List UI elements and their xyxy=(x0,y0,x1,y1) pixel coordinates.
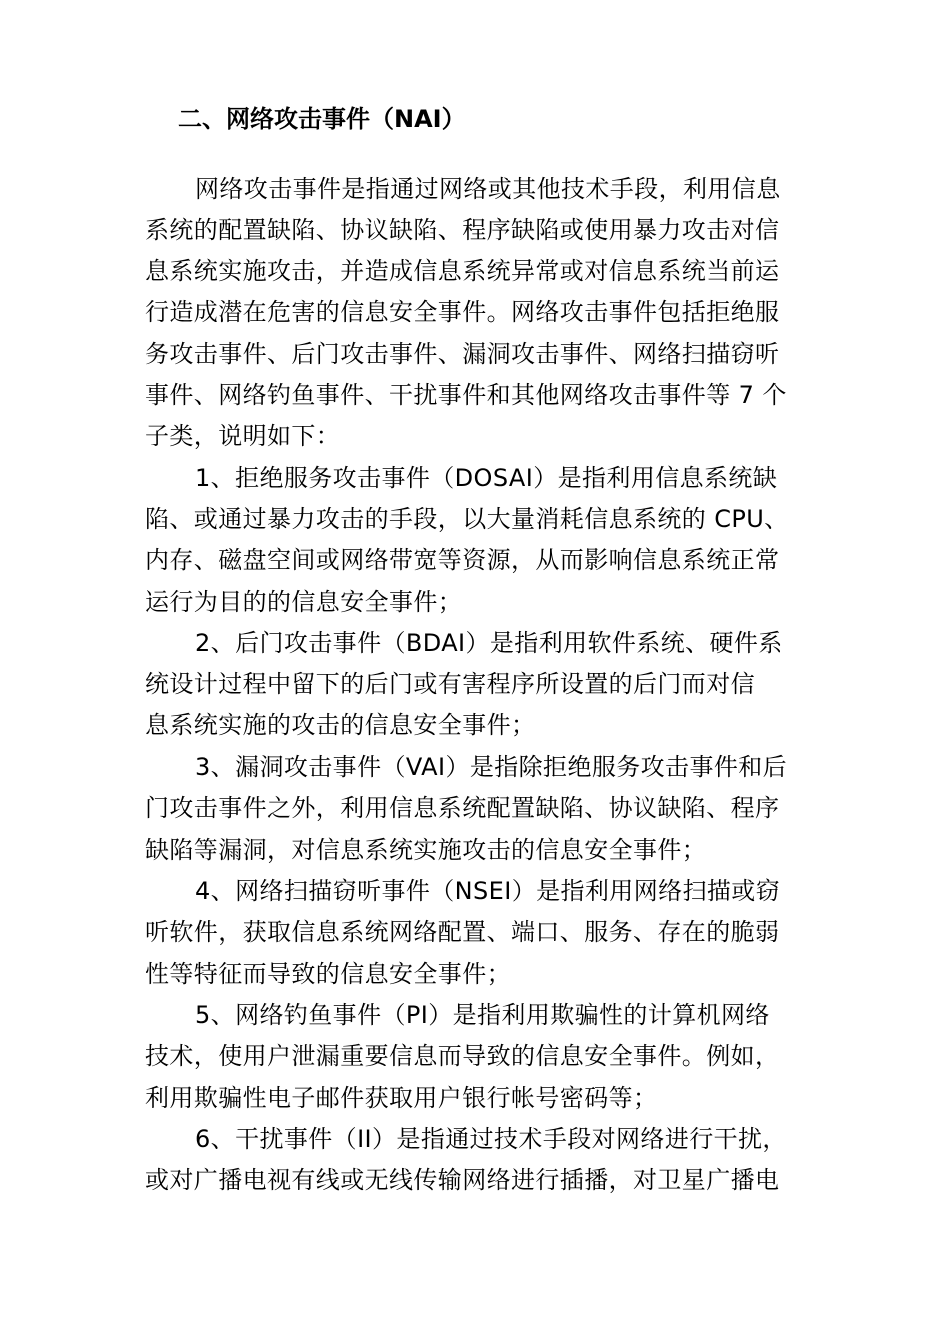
list-item-line: 2、后门攻击事件（BDAI）是指利用软件系统、硬件系 xyxy=(195,629,783,657)
list-item-line: 门攻击事件之外，利用信息系统配置缺陷、协议缺陷、程序 xyxy=(145,794,780,822)
list-item-line: 4、网络扫描窃听事件（NSEI）是指利用网络扫描或窃 xyxy=(195,877,781,905)
paragraph-line: 子类，说明如下： xyxy=(145,422,341,450)
list-item-line: 性等特征而导致的信息安全事件； xyxy=(145,960,511,988)
list-item-line: 1、拒绝服务攻击事件（DOSAI）是指利用信息系统缺 xyxy=(195,464,778,492)
list-item-line: 运行为目的的信息安全事件； xyxy=(145,588,463,616)
list-item-line: 统设计过程中留下的后门或有害程序所设置的后门而对信 xyxy=(145,670,755,698)
section-heading: 二、网络攻击事件（NAI） xyxy=(178,105,466,133)
list-item-line: 5、网络钓鱼事件（PI）是指利用欺骗性的计算机网络 xyxy=(195,1001,770,1029)
paragraph-line: 事件、网络钓鱼事件、干扰事件和其他网络攻击事件等 7 个 xyxy=(145,381,787,409)
list-item-line: 听软件，获取信息系统网络配置、端口、服务、存在的脆弱 xyxy=(145,918,780,946)
list-item-line: 技术，使用户泄漏重要信息而导致的信息安全事件。例如， xyxy=(145,1042,780,1070)
list-item-line: 内存、磁盘空间或网络带宽等资源，从而影响信息系统正常 xyxy=(145,546,780,574)
paragraph-line: 系统的配置缺陷、协议缺陷、程序缺陷或使用暴力攻击对信 xyxy=(145,216,780,244)
paragraph-line: 务攻击事件、后门攻击事件、漏洞攻击事件、网络扫描窃听 xyxy=(145,340,780,368)
paragraph-line: 网络攻击事件是指通过网络或其他技术手段，利用信息 xyxy=(195,175,781,203)
list-item-line: 陷、或通过暴力攻击的手段，以大量消耗信息系统的 CPU、 xyxy=(145,505,789,533)
list-item-line: 缺陷等漏洞，对信息系统实施攻击的信息安全事件； xyxy=(145,836,707,864)
paragraph-line: 息系统实施攻击，并造成信息系统异常或对信息系统当前运 xyxy=(145,257,780,285)
paragraph-line: 行造成潜在危害的信息安全事件。网络攻击事件包括拒绝服 xyxy=(145,298,780,326)
list-item-line: 6、干扰事件（II）是指通过技术手段对网络进行干扰， xyxy=(195,1125,787,1153)
list-item-line: 或对广播电视有线或无线传输网络进行插播，对卫星广播电 xyxy=(145,1166,780,1194)
list-item-line: 利用欺骗性电子邮件获取用户银行帐号密码等； xyxy=(145,1084,658,1112)
list-item-line: 3、漏洞攻击事件（VAI）是指除拒绝服务攻击事件和后 xyxy=(195,753,788,781)
list-item-line: 息系统实施的攻击的信息安全事件； xyxy=(145,711,536,739)
